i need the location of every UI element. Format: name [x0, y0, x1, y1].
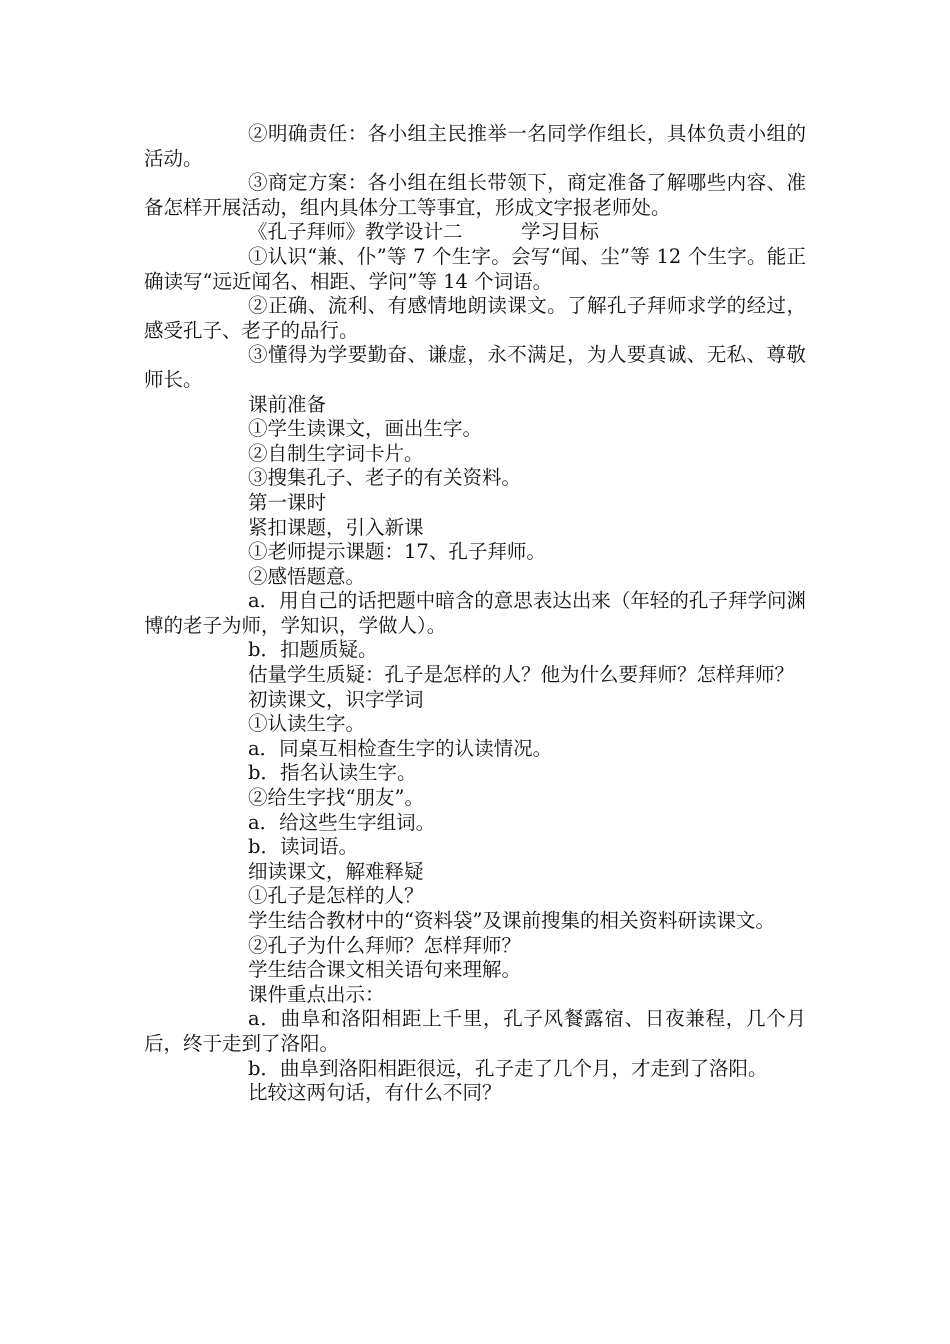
step-topic-1: ①老师提示课题：17、孔子拜师。 [248, 540, 546, 564]
heading-introduce-topic: 紧扣课题，引入新课 [248, 515, 424, 539]
close-step-2-detail: 学生结合课文相关语句来理解。 [248, 958, 522, 982]
step-topic-2: ②感悟题意。 [248, 564, 366, 588]
document-page [144, 122, 806, 1106]
objective-2: ②正确、流利、有感情地朗读课文。了解孔子拜师求学的经过，感受孔子、老子的品行。 [144, 294, 806, 342]
close-step-2: ②孔子为什么拜师？怎样拜师？ [248, 933, 522, 957]
courseware-heading: 课件重点出示： [248, 982, 385, 1006]
step-topic-2a: a．用自己的话把题中暗含的意思表达出来（年轻的孔子拜学问渊博的老子为师，学知识，学做人）。 [144, 589, 806, 637]
reading-step-2b: b．读词语。 [248, 835, 358, 859]
reading-step-1b: b．指名认读生字。 [248, 761, 417, 785]
reading-step-2: ②给生字找“朋友”。 [248, 786, 424, 810]
objective-1: ①认识“兼、仆”等 7 个生字。会写“闻、尘”等 12 个生字。能正确读写“远近闻名、相距、学问”等 14 个词语。 [144, 244, 806, 293]
section-heading-design-two: 《孔子拜师》教学设计二 学习目标 [248, 220, 600, 244]
courseware-sentence-b: b．曲阜到洛阳相距很远，孔子走了几个月，才走到了洛阳。 [248, 1056, 768, 1080]
heading-first-lesson: 第一课时 [248, 490, 327, 514]
heading-close-reading: 细读课文，解难释疑 [248, 859, 424, 883]
close-step-1: ①孔子是怎样的人？ [248, 884, 424, 908]
prep-item-2: ②自制生字词卡片。 [248, 441, 424, 465]
prep-item-3: ③搜集孔子、老子的有关资料。 [248, 466, 522, 490]
objective-3: ③懂得为学要勤奋、谦虚，永不满足，为人要真诚、无私、尊敬师长。 [144, 343, 806, 391]
heading-first-reading: 初读课文，识字学词 [248, 687, 424, 711]
step-topic-2b: b．扣题质疑。 [248, 638, 378, 662]
student-questions: 估量学生质疑：孔子是怎样的人？他为什么要拜师？怎样拜师？ [248, 663, 795, 687]
prep-item-1: ①学生读课文，画出生字。 [248, 417, 483, 441]
paragraph-assign-responsibility: ②明确责任：各小组主民推举一名同学作组长，具体负责小组的活动。 [144, 122, 806, 170]
reading-step-1: ①认读生字。 [248, 712, 366, 736]
compare-question: 比较这两句话，有什么不同？ [248, 1081, 502, 1105]
heading-preparation: 课前准备 [248, 392, 327, 416]
paragraph-plan-discussion: ③商定方案：各小组在组长带领下，商定准备了解哪些内容、准备怎样开展活动，组内具体分工等事宜，形成文字报老师处。 [144, 171, 806, 219]
reading-step-2a: a．给这些生字组词。 [248, 810, 436, 834]
courseware-sentence-a: a．曲阜和洛阳相距上千里，孔子风餐露宿、日夜兼程，几个月后，终于走到了洛阳。 [144, 1007, 806, 1055]
close-step-1-detail: 学生结合教材中的“资料袋”及课前搜集的相关资料研读课文。 [248, 909, 775, 932]
reading-step-1a: a．同桌互相检查生字的认读情况。 [248, 736, 553, 760]
